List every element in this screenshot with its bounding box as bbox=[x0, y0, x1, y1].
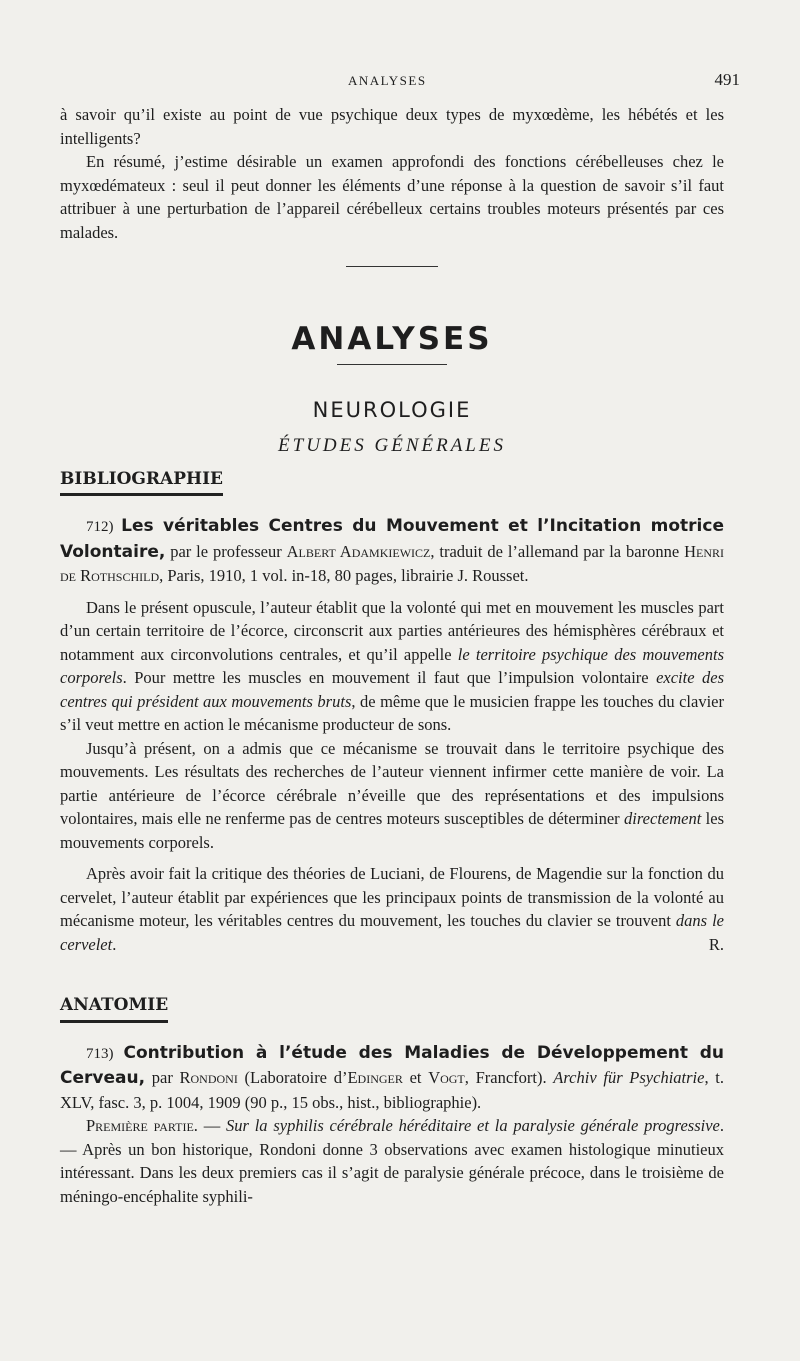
entry-number: 713) bbox=[86, 1045, 114, 1062]
text-run: . Pour mettre les muscles en mouvement il faut que l’impulsion volontaire bbox=[122, 668, 657, 687]
italic-run: excite des centres qui président aux mouvements bruts bbox=[60, 668, 724, 711]
entry-title: Les véritables Centres du Mouvement et l’Incitation motrice Volontaire, bbox=[60, 516, 724, 562]
text-run: Dans le présent opuscule, l’auteur établit que la volonté qui met en mouvement les muscles part d’un certain territoire de l’écorce, circonscrit aux parties antérieures des hémisphères cérébraux et notamment aux circonvolutions centrales, et qu’il appelle bbox=[60, 597, 724, 664]
category-title: NEUROLOGIE bbox=[312, 397, 472, 422]
italic-run: dans le cervelet bbox=[60, 911, 724, 954]
journal-name: Archiv für Psychiatrie bbox=[553, 1068, 705, 1087]
text-run: . — Après un bon historique, Rondoni donne 3 observations avec examen histologique minutieux intéressant. Dans les deux premiers cas il s’agit de paralysie générale précoce, dans le troisième de méningo-encéphalite syphili- bbox=[60, 1116, 724, 1206]
entry-author: Albert Adamkiewicz bbox=[286, 541, 431, 561]
intro-paragraph-conclusion: En résumé, j’estime désirable un examen approfondi des fonctions cérébelleuses chez le myxœdémateux : seul il peut donner les éléments d’une réponse à la question de savoir s’il faut attribuer à une perturbation de l’appareil cérébelleux certains troubles moteurs présentés par ces malades. bbox=[60, 152, 724, 242]
journal-reference: , t. XLV, fasc. 3, p. 1004, 1909 (90 p., 15 obs., hist., bibliographie). bbox=[60, 1068, 724, 1112]
entry-translator: Henri de Rothschild bbox=[60, 541, 724, 585]
text-run: (Laboratoire d’ bbox=[237, 1068, 348, 1087]
intro-paragraph: à savoir qu’il existe au point de vue psychique deux types de myxœdème, les hébétés et les intelligents? bbox=[60, 105, 724, 148]
part-label: Première partie. bbox=[86, 1116, 198, 1135]
entry-by: par bbox=[145, 1068, 180, 1087]
entry-title: Contribution à l’étude des Maladies de Développement du Cerveau, bbox=[60, 1042, 725, 1088]
text-run: Jusqu’à présent, on a admis que ce mécanisme se trouvait dans le territoire psychique des mouvements. Les résultats des recherches de l’auteur viennent infirmer cette manière de voir. La partie antérieure de l’écorce cérébrale n’éveille que des représentations et des impulsions volontaires, mais elle ne renferme pas de centres moteurs susceptibles de déterminer bbox=[60, 738, 724, 828]
section-heading-bibliographie: BIBLIOGRAPHIE bbox=[60, 468, 223, 497]
main-title: ANALYSES bbox=[291, 321, 493, 357]
lab-name: Edinger bbox=[347, 1068, 403, 1087]
text-run: . bbox=[112, 934, 117, 954]
text-run: , Francfort). bbox=[464, 1068, 554, 1087]
lab-name: Vogt bbox=[428, 1068, 465, 1087]
entry-translation: , traduit de l’allemand par la baronne bbox=[430, 541, 685, 561]
text-run: , de même que le musicien frappe les touches du clavier s’il veut mettre en action le mécanisme producteur de sons. bbox=[60, 691, 724, 734]
text-run: les mouvements corporels. bbox=[60, 809, 724, 852]
reviewer-signature: R. bbox=[708, 934, 724, 954]
entry-712 bbox=[60, 514, 724, 956]
entry-by: par le professeur bbox=[165, 541, 287, 561]
entry-713 bbox=[60, 1041, 724, 1209]
part-title: Sur la syphilis cérébrale héréditaire et la paralysie générale progressive bbox=[226, 1116, 720, 1135]
section-heading-anatomie: ANATOMIE bbox=[60, 994, 168, 1023]
running-header bbox=[60, 70, 740, 90]
entry-author: Rondoni bbox=[179, 1068, 238, 1087]
entry-number: 712) bbox=[86, 519, 114, 535]
page-number: 491 bbox=[714, 70, 740, 89]
entry-paragraph bbox=[60, 596, 724, 737]
text-run: et bbox=[402, 1068, 429, 1087]
divider bbox=[346, 266, 438, 267]
subcategory-title: ÉTUDES GÉNÉRALES bbox=[278, 435, 506, 456]
title-rule bbox=[337, 364, 447, 365]
entry-paragraph bbox=[60, 862, 724, 956]
italic-run: directement bbox=[624, 809, 702, 828]
italic-run: le territoire psychique des mouvements corporels bbox=[60, 644, 724, 687]
page-body bbox=[60, 103, 724, 1208]
text-run: — bbox=[197, 1116, 227, 1135]
entry-publication: , Paris, 1910, 1 vol. in-18, 80 pages, librairie J. Rousset. bbox=[159, 566, 529, 585]
running-title: ANALYSES bbox=[347, 73, 427, 88]
entry-paragraph bbox=[60, 1114, 724, 1208]
text-run: Après avoir fait la critique des théories de Luciani, de Flourens, de Magendie sur la fonction du cervelet, l’auteur établit par expériences que les principaux points de transmission de la volonté au mécanisme moteur, les véritables centres du mouvement, les touches du clavier se trouvent bbox=[60, 864, 724, 930]
entry-paragraph bbox=[60, 737, 724, 855]
